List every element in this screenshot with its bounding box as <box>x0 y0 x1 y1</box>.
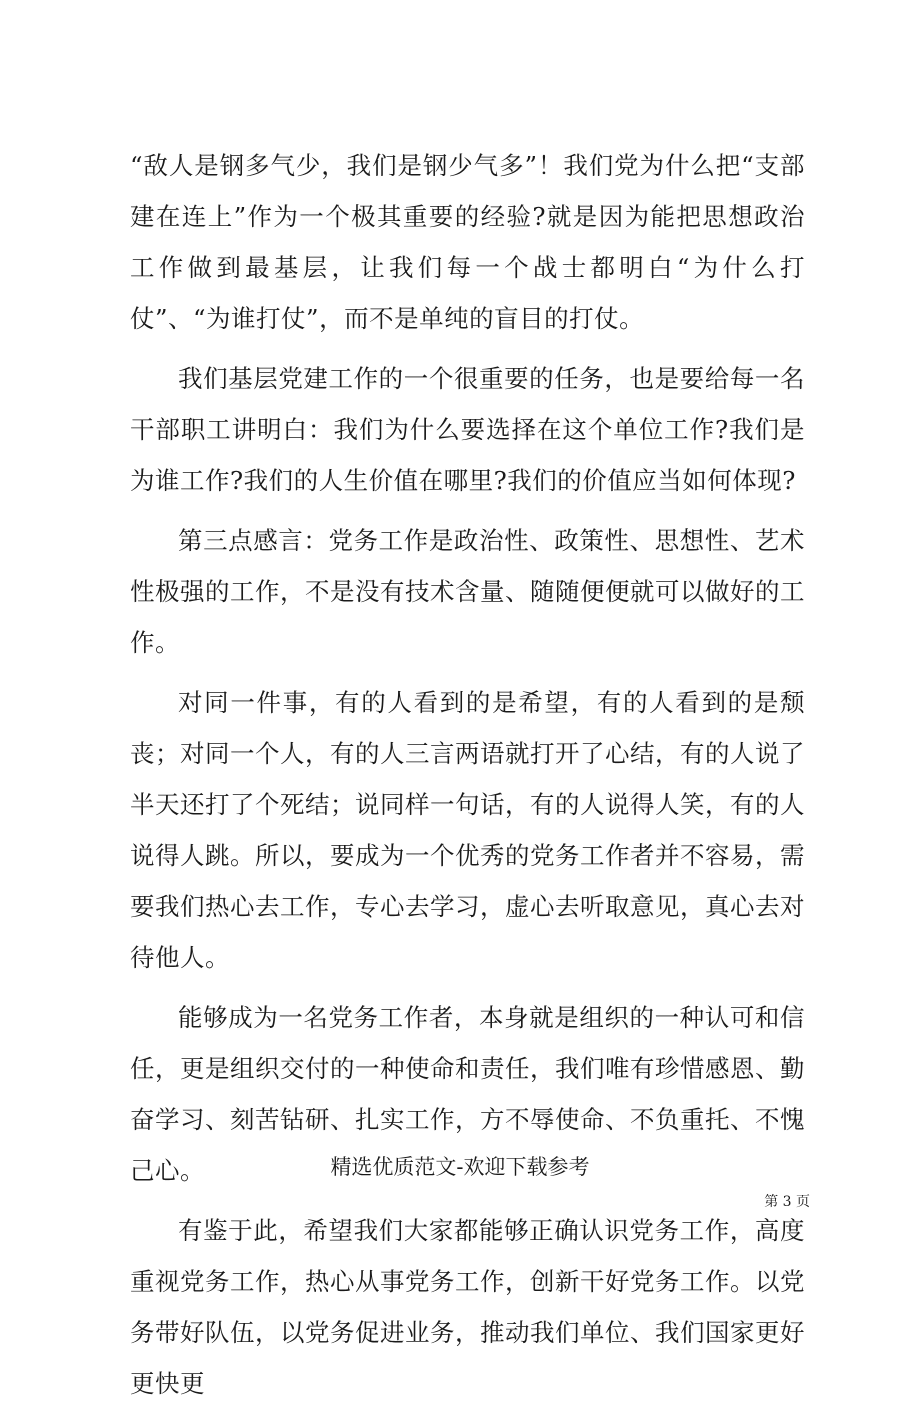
paragraph-1: “敌人是钢多气少，我们是钢少气多”！我们党为什么把“支部建在连上”作为一个极其重要的经验?就是因为能把思想政治工作做到最基层，让我们每一个战士都明白“为什么打仗”、“为谁打仗”，而不是单纯的盲目的打仗。 <box>130 151 805 333</box>
paragraph-3: 第三点感言：党务工作是政治性、政策性、思想性、艺术性极强的工作，不是没有技术含量、随随便便就可以做好的工作。 <box>130 526 805 657</box>
document-body <box>130 140 805 1409</box>
page-number: 第 3 页 <box>764 1194 810 1210</box>
footer-banner: 精选优质范文-欢迎下载参考 <box>330 1155 590 1179</box>
paragraph-4: 对同一件事，有的人看到的是希望，有的人看到的是颓丧；对同一个人，有的人三言两语就打开了心结，有的人说了半天还打了个死结；说同样一句话，有的人说得人笑，有的人说得人跳。所以，要成为一个优秀的党务工作者并不容易，需要我们热心去工作，专心去学习，虚心去听取意见，真心去对待他人。 <box>130 688 805 972</box>
paragraph-6: 有鉴于此，希望我们大家都能够正确认识党务工作，高度重视党务工作，热心从事党务工作，创新干好党务工作。以党务带好队伍，以党务促进业务，推动我们单位、我们国家更好更快更 <box>130 1216 805 1398</box>
paragraph-2: 我们基层党建工作的一个很重要的任务，也是要给每一名干部职工讲明白：我们为什么要选择在这个单位工作?我们是为谁工作?我们的人生价值在哪里?我们的价值应当如何体现? <box>130 364 805 495</box>
paragraph-5: 能够成为一名党务工作者，本身就是组织的一种认可和信任，更是组织交付的一种使命和责任，我们唯有珍惜感恩、勤奋学习、刻苦钻研、扎实工作，方不辱使命、不负重托、不愧己心。 <box>130 1003 805 1185</box>
